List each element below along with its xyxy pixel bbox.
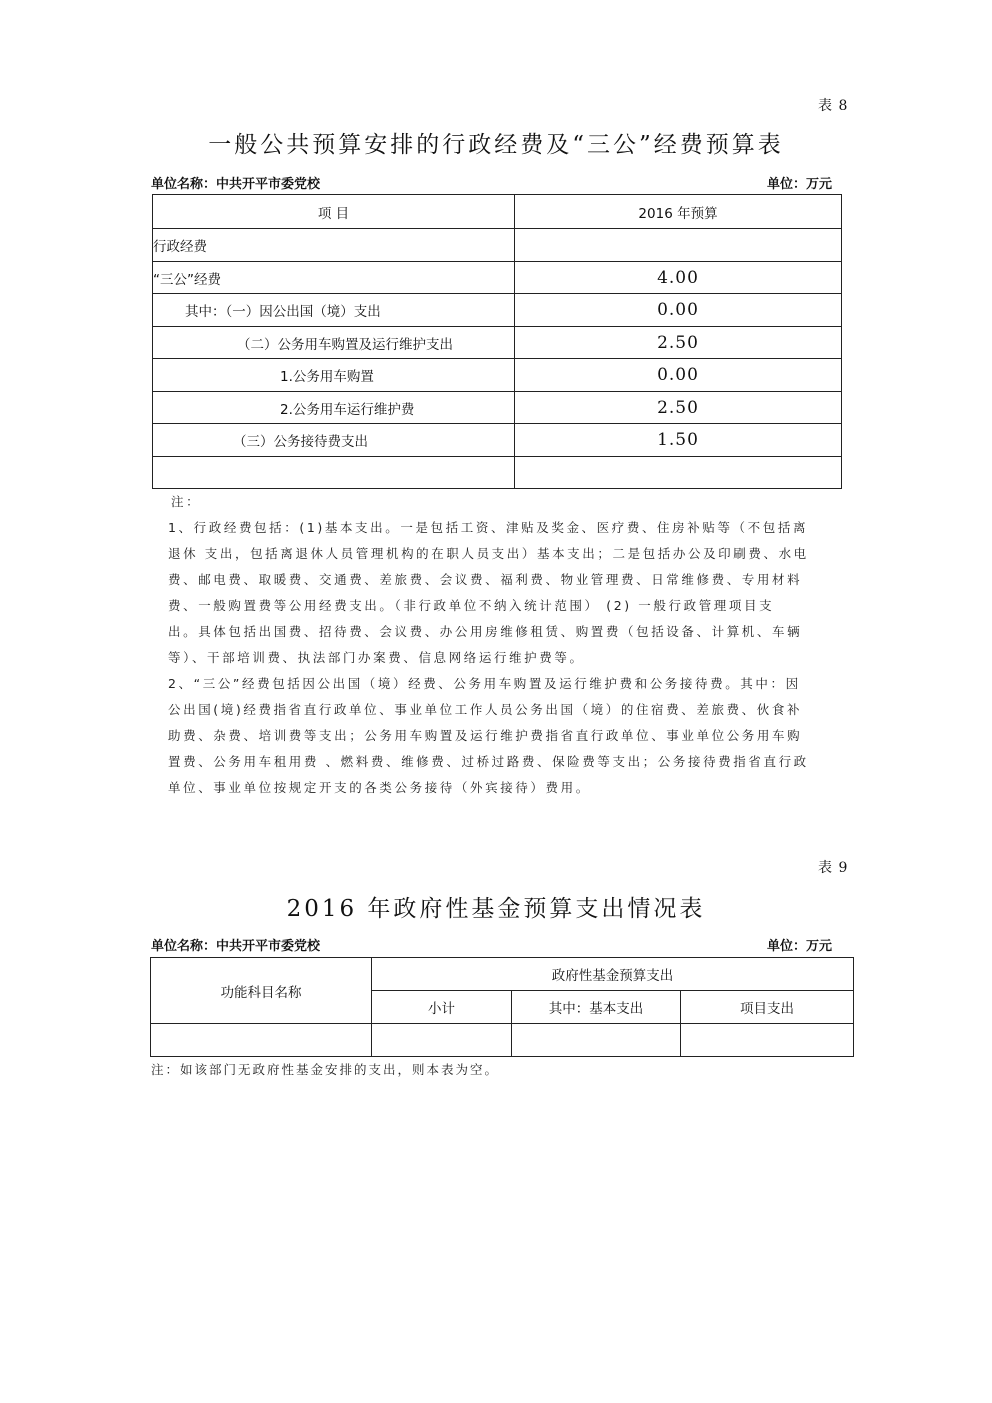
note-line: 置费、公务用车租用费 、燃料费、维修费、过桥过路费、保险费等支出；公务接待费指省直行政 xyxy=(168,754,809,769)
table9-unit: 单位：万元 xyxy=(767,939,833,954)
note-line: 助费、杂费、培训费等支出；公务用车购置及运行维护费指省直行政单位、事业单位公务用车购 xyxy=(168,728,803,743)
table8-notes xyxy=(168,489,809,801)
note-line: 注： xyxy=(171,494,202,509)
table9-header-basic: 其中：基本支出 xyxy=(512,991,681,1024)
table8-row-value: 0.00 xyxy=(515,359,842,392)
table9-tag: 表 9 xyxy=(818,860,849,876)
table8-unit-name: 单位名称：中共开平市委党校 xyxy=(151,177,321,192)
table9-unit-name: 单位名称：中共开平市委党校 xyxy=(151,939,321,954)
table8-row-label: 2.公务用车运行维护费 xyxy=(153,392,515,424)
table8 xyxy=(152,194,842,489)
table9-header-group: 政府性基金预算支出 xyxy=(372,958,854,991)
note-line: 退休 支出，包括离退休人员管理机构的在职人员支出）基本支出；二是包括办公及印刷费、水电 xyxy=(168,546,809,561)
table8-row-value: 2.50 xyxy=(515,327,842,359)
table8-row-label: 其中：（一）因公出国（境）支出 xyxy=(153,294,515,327)
note-line: 费、邮电费、取暖费、交通费、差旅费、会议费、福利费、物业管理费、日常维修费、专用材料 xyxy=(168,572,803,587)
note-line: 等）、干部培训费、执法部门办案费、信息网络运行维护费等。 xyxy=(168,650,585,665)
table8-row-value: 0.00 xyxy=(515,294,842,327)
note-line: 1、行政经费包括：(1)基本支出。一是包括工资、津贴及奖金、医疗费、住房补贴等（不包括离 xyxy=(168,520,809,535)
table9-header-subject: 功能科目名称 xyxy=(151,958,372,1024)
table9-header-subtotal: 小计 xyxy=(372,991,512,1024)
table9 xyxy=(150,957,854,1057)
table8-header-item: 项 目 xyxy=(153,195,515,229)
table8-row-label xyxy=(153,457,515,489)
table8-row-label: “三公”经费 xyxy=(153,262,515,294)
note-line: 公出国(境)经费指省直行政单位、事业单位工作人员公务出国（境）的住宿费、差旅费、伙食补 xyxy=(168,702,803,717)
table9-empty-cell xyxy=(681,1024,854,1057)
table8-header-budget: 2016 年预算 xyxy=(515,195,842,229)
note-line: 2、“三公”经费包括因公出国（境）经费、公务用车购置及运行维护费和公务接待费。其中：因 xyxy=(168,676,801,691)
table8-title: 一般公共预算安排的行政经费及“三公”经费预算表 xyxy=(208,132,784,158)
table8-row-value xyxy=(515,229,842,262)
note-line: 单位、事业单位按规定开支的各类公务接待（外宾接待）费用。 xyxy=(168,780,591,795)
table8-row-label: 行政经费 xyxy=(153,229,515,262)
table8-row-value: 2.50 xyxy=(515,392,842,424)
table8-row-value: 4.00 xyxy=(515,262,842,294)
table8-row-value xyxy=(515,457,842,489)
note-line: 出。具体包括出国费、招待费、会议费、办公用房维修租赁、购置费（包括设备、计算机、车辆 xyxy=(168,624,803,639)
table8-unit: 单位：万元 xyxy=(767,177,833,192)
table8-tag: 表 8 xyxy=(818,98,849,114)
table9-empty-cell xyxy=(372,1024,512,1057)
table9-empty-cell xyxy=(151,1024,372,1057)
note-line: 费、一般购置费等公用经费支出。（非行政单位不纳入统计范围） (2) 一般行政管理项目支 xyxy=(168,598,775,613)
table9-note: 注：如该部门无政府性基金安排的支出，则本表为空。 xyxy=(151,1062,500,1077)
table8-row-value: 1.50 xyxy=(515,424,842,457)
table8-row-label: （二）公务用车购置及运行维护支出 xyxy=(153,327,515,359)
table9-title: 2016 年政府性基金预算支出情况表 xyxy=(286,896,706,922)
table9-empty-cell xyxy=(512,1024,681,1057)
table8-row-label: 1.公务用车购置 xyxy=(153,359,515,392)
table9-header-project: 项目支出 xyxy=(681,991,854,1024)
table8-row-label: （三）公务接待费支出 xyxy=(153,424,515,457)
